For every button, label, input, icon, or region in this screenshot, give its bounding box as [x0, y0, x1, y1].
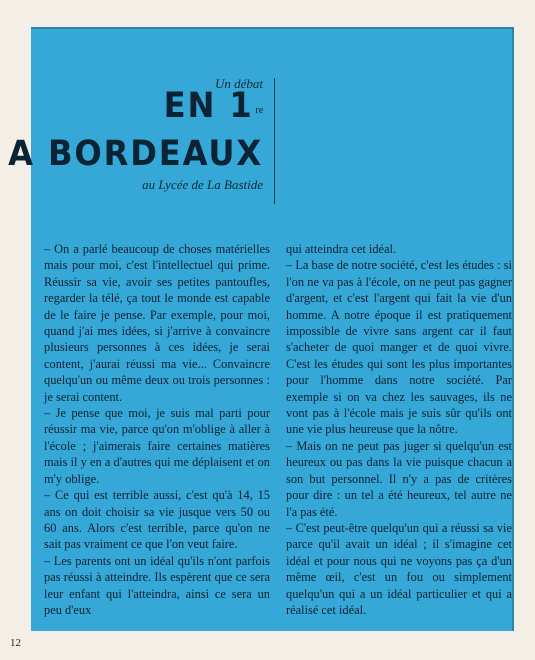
title-divider — [274, 78, 275, 204]
paragraph: – Je pense que moi, je suis mal parti pour réussir ma vie, parce qu'on m'oblige à aller à l'école ; j'aimerais faire certaines matières mais il y en a d'autres qui me déplaisent et on m'y oblige. — [44, 406, 270, 486]
paragraph: qui atteindra cet idéal. — [286, 242, 397, 256]
paragraph: – Les parents ont un idéal qu'ils n'ont parfois pas réussi à atteindre. Ils espèrent que ce sera leur enfant qui l'atteindra, ainsi ce sera un peu d'eux — [44, 553, 270, 617]
paragraph: – On a parlé beaucoup de choses matérielles mais pour moi, c'est l'intellectuel qui prime. Réussir sa vie, avoir ses petites pantoufles, regarder la télé, ça tout le monde est capable de le faire je pense. Par exemple, pour moi, quand j'ai mes idées, si j'arrive à convaincre plusieurs personnes à ces idées, je serai content, j'aurai réussi ma vie... Convaincre quelqu'un ou même deux ou trois personnes : je serai content. — [44, 242, 270, 404]
left-column — [44, 241, 270, 618]
title-line-1-text: EN 1 — [163, 86, 254, 126]
paragraph: – C'est peut-être quelqu'un qui a réussi sa vie parce qu'il avait un idéal ; il s'imagine cet idéal et pour nous qui ne voyons pas ça d'un même œil, c'est un fou ou simplement quelqu'un qui a un idéal particulier et qui a réalisé cet idéal. — [286, 520, 512, 617]
paragraph: – Ce qui est terrible aussi, c'est qu'à 14, 15 ans on doit choisir sa vie jusque vers 50 ou 60 ans. Alors c'est terrible, parce qu'on ne sait pas vraiment ce que l'on veut faire. — [44, 488, 270, 552]
paragraph: – Mais on ne peut pas juger si quelqu'un est heureux ou pas dans la vie puisque chacun a son but personnel. Il n'y a pas de critères pour dire : un tel a été heureux, tel autre ne l'a pas été. — [286, 438, 512, 519]
title-superscript: re — [255, 104, 263, 116]
article-subtitle: au Lycée de La Bastide — [142, 177, 263, 192]
article-kicker: Un débat — [214, 76, 263, 91]
article-title-line-1 — [163, 86, 263, 126]
page-number: 12 — [10, 637, 21, 649]
right-column — [286, 241, 512, 618]
article-title-line-2: A BORDEAUX — [8, 134, 263, 174]
paragraph: – La base de notre société, c'est les études : si l'on ne va pas à l'école, on ne peut pas gagner d'argent, et c'est l'argent qui fait la vie d'un homme. A notre époque il est pratiquement impossible de vivre sans argent car il faut s'acheter de quoi manger et de quoi vivre. C'est les études qui sont les plus importantes pour l'homme dans notre société. Par exemple si on va chez les sauvages, ils ne vont pas à l'école mais je suis sûr qu'ils ont une vie plus heureuse que la nôtre. — [286, 258, 512, 437]
